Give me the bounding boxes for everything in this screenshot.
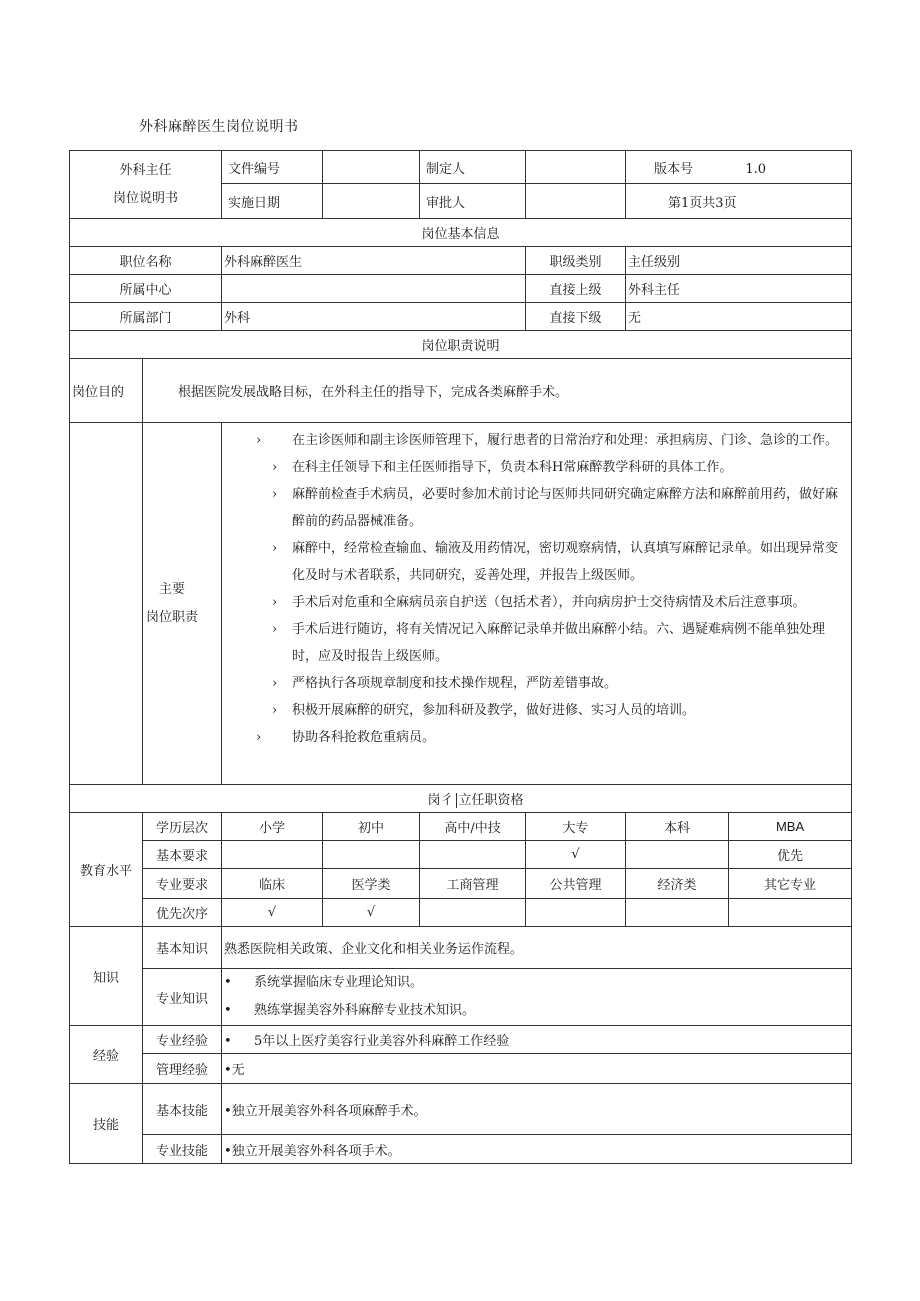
chevron-right-icon: › xyxy=(256,433,262,448)
department-label: 所属部门 xyxy=(70,303,222,331)
duty-item xyxy=(234,589,845,616)
duty-text: 手术后进行随访，将有关情况记入麻醉记录单并做出麻醉小结。六、遇疑难病例不能单独处理时，应及时报告上级医师。 xyxy=(292,622,826,664)
duty-item xyxy=(234,454,845,481)
approver-label: 审批人 xyxy=(420,184,526,219)
priority-0: √ xyxy=(222,899,323,927)
basic-info-section-title: 岗位基本信息 xyxy=(70,219,852,247)
pro-exp-label: 专业经验 xyxy=(143,1026,222,1054)
grade-label: 职级类别 xyxy=(526,247,626,275)
grade-value: 主任级别 xyxy=(626,247,852,275)
file-no-label: 文件编号 xyxy=(222,151,323,184)
department-value: 外科 xyxy=(222,303,526,331)
priority-5 xyxy=(729,899,852,927)
center-value xyxy=(222,275,526,303)
chevron-right-icon: › xyxy=(272,541,278,556)
experience-label: 经验 xyxy=(70,1026,143,1084)
duty-text: 手术后对危重和全麻病员亲自护送（包括术者），并向病房护士交待病情及术后注意事项。 xyxy=(292,595,806,610)
superior-label: 直接上级 xyxy=(526,275,626,303)
position-name-label: 职位名称 xyxy=(70,247,222,275)
basic-req-1 xyxy=(323,841,420,869)
major-4: 经济类 xyxy=(626,869,729,899)
duty-text: 严格执行各项规章制度和技术操作规程，严防差错事故。 xyxy=(292,676,618,691)
priority-1: √ xyxy=(323,899,420,927)
education-label: 教育水平 xyxy=(70,813,143,927)
duty-item xyxy=(234,616,845,670)
main-duties-label xyxy=(70,423,198,785)
doc-name-line1: 外科主任 xyxy=(119,162,172,178)
pro-exp-cell xyxy=(222,1026,852,1054)
duty-item xyxy=(234,724,845,751)
chevron-right-icon: › xyxy=(272,676,278,691)
pro-knowledge-item-0: 系统掌握临床专业理论知识。 xyxy=(254,975,424,990)
document-title: 外科麻醉医生岗位说明书 xyxy=(139,119,299,135)
level-label: 学历层次 xyxy=(143,813,222,841)
mgmt-exp-label: 管理经验 xyxy=(143,1054,222,1084)
basic-req-2 xyxy=(420,841,526,869)
duty-text: 麻醉中，经常检查输血、输液及用药情况，密切观察病情，认真填写麻醉记录单。如出现异常变化及时与术者联系，共同研究，妥善处理，并报告上级医师。 xyxy=(292,541,839,583)
major-5: 其它专业 xyxy=(729,869,852,899)
version-value: 1.0 xyxy=(745,161,767,177)
basic-knowledge-label: 基本知识 xyxy=(143,927,222,969)
bullet-icon: • xyxy=(224,1003,232,1018)
file-no-value[interactable] xyxy=(323,151,420,184)
pro-knowledge-item-1: 熟练掌握美容外科麻醉专业技术知识。 xyxy=(254,1003,476,1018)
basic-req-0 xyxy=(222,841,323,869)
page-info: 第1页共3页 xyxy=(626,184,852,219)
author-label: 制定人 xyxy=(420,151,526,184)
skills-label: 技能 xyxy=(70,1084,143,1164)
center-label: 所属中心 xyxy=(70,275,222,303)
version-label: 版本号 xyxy=(654,161,694,177)
chevron-right-icon: › xyxy=(272,622,278,637)
main-duties-label-line2: 岗位职责 xyxy=(145,609,198,625)
job-description-table xyxy=(69,150,852,1164)
basic-knowledge-text: 熟悉医院相关政策、企业文化和相关业务运作流程。 xyxy=(222,927,852,969)
superior-value: 外科主任 xyxy=(626,275,852,303)
duty-text: 在科主任领导下和主任医师指导下，负责本科H常麻醉教学科研的具体工作。 xyxy=(292,460,733,475)
pro-exp-text: 5年以上医疗美容行业美容外科麻醉工作经验 xyxy=(254,1034,510,1049)
doc-name-cell xyxy=(70,151,222,219)
author-value[interactable] xyxy=(526,151,626,184)
priority-4 xyxy=(626,899,729,927)
qualification-section-title xyxy=(70,785,852,813)
purpose-label: 岗位目的 xyxy=(70,359,143,423)
basic-req-label: 基本要求 xyxy=(143,841,222,869)
chevron-right-icon: › xyxy=(272,595,278,610)
subordinate-label: 直接下级 xyxy=(526,303,626,331)
chevron-right-icon: › xyxy=(272,703,278,718)
basic-req-5: 优先 xyxy=(729,841,852,869)
chevron-right-icon: › xyxy=(272,460,278,475)
qualification-title-a: 岗彳 xyxy=(427,793,454,808)
bullet-icon: • xyxy=(224,1034,232,1049)
pro-skill-label: 专业技能 xyxy=(143,1135,222,1164)
duties-section-title: 岗位职责说明 xyxy=(70,331,852,359)
pro-skill-text: •独立开展美容外科各项手术。 xyxy=(222,1135,852,1164)
main-duties-label-line1: 主要 xyxy=(158,581,185,597)
priority-label: 优先次序 xyxy=(143,899,222,927)
level-0: 小学 xyxy=(222,813,323,841)
duty-item xyxy=(234,481,845,535)
level-5: MBA xyxy=(729,813,852,841)
duty-text: 麻醉前检查手术病员，必要时参加术前讨论与医师共同研究确定麻醉方法和麻醉前用药，做好麻醉前的药品器械准备。 xyxy=(292,487,839,529)
basic-req-4 xyxy=(626,841,729,869)
basic-skill-text: •独立开展美容外科各项麻醉手术。 xyxy=(222,1084,852,1135)
level-4: 本科 xyxy=(626,813,729,841)
major-2: 工商管理 xyxy=(420,869,526,899)
chevron-right-icon: › xyxy=(256,730,262,745)
pro-knowledge-label: 专业知识 xyxy=(143,969,222,1026)
duty-text: 在主诊医师和副主诊医师管理下，履行患者的日常治疗和处理：承担病房、门诊、急诊的工作。 xyxy=(292,433,839,448)
priority-3 xyxy=(526,899,626,927)
level-1: 初中 xyxy=(323,813,420,841)
duty-item xyxy=(234,697,845,724)
approver-value[interactable] xyxy=(526,184,626,219)
major-3: 公共管理 xyxy=(526,869,626,899)
level-3: 大专 xyxy=(526,813,626,841)
purpose-text: 根据医院发展战略目标，在外科主任的指导下，完成各类麻醉手术。 xyxy=(143,359,852,423)
duty-text: 协助各科抢救危重病员。 xyxy=(292,730,436,745)
pro-knowledge-list xyxy=(222,969,852,1026)
duty-item xyxy=(234,670,845,697)
level-2: 高中/中技 xyxy=(420,813,526,841)
major-label: 专业要求 xyxy=(143,869,222,899)
subordinate-value: 无 xyxy=(626,303,852,331)
date-value[interactable] xyxy=(323,184,420,219)
basic-req-3: √ xyxy=(526,841,626,869)
bullet-icon: • xyxy=(224,975,232,990)
chevron-right-icon: › xyxy=(272,487,278,502)
version-cell xyxy=(626,151,852,184)
knowledge-label: 知识 xyxy=(70,927,143,1026)
basic-skill-label: 基本技能 xyxy=(143,1084,222,1135)
position-name-value: 外科麻醉医生 xyxy=(222,247,526,275)
duty-item xyxy=(234,427,845,454)
duty-text: 积极开展麻醉的研究，参加科研及教学，做好进修、实习人员的培训。 xyxy=(292,703,696,718)
duties-list xyxy=(222,423,852,785)
duty-item xyxy=(234,535,845,589)
priority-2 xyxy=(420,899,526,927)
doc-name-line2: 岗位说明书 xyxy=(113,190,179,206)
qualification-title-b: 立任职资格 xyxy=(456,793,524,808)
date-label: 实施日期 xyxy=(222,184,323,219)
mgmt-exp-text: •无 xyxy=(222,1054,852,1084)
major-0: 临床 xyxy=(222,869,323,899)
major-1: 医学类 xyxy=(323,869,420,899)
